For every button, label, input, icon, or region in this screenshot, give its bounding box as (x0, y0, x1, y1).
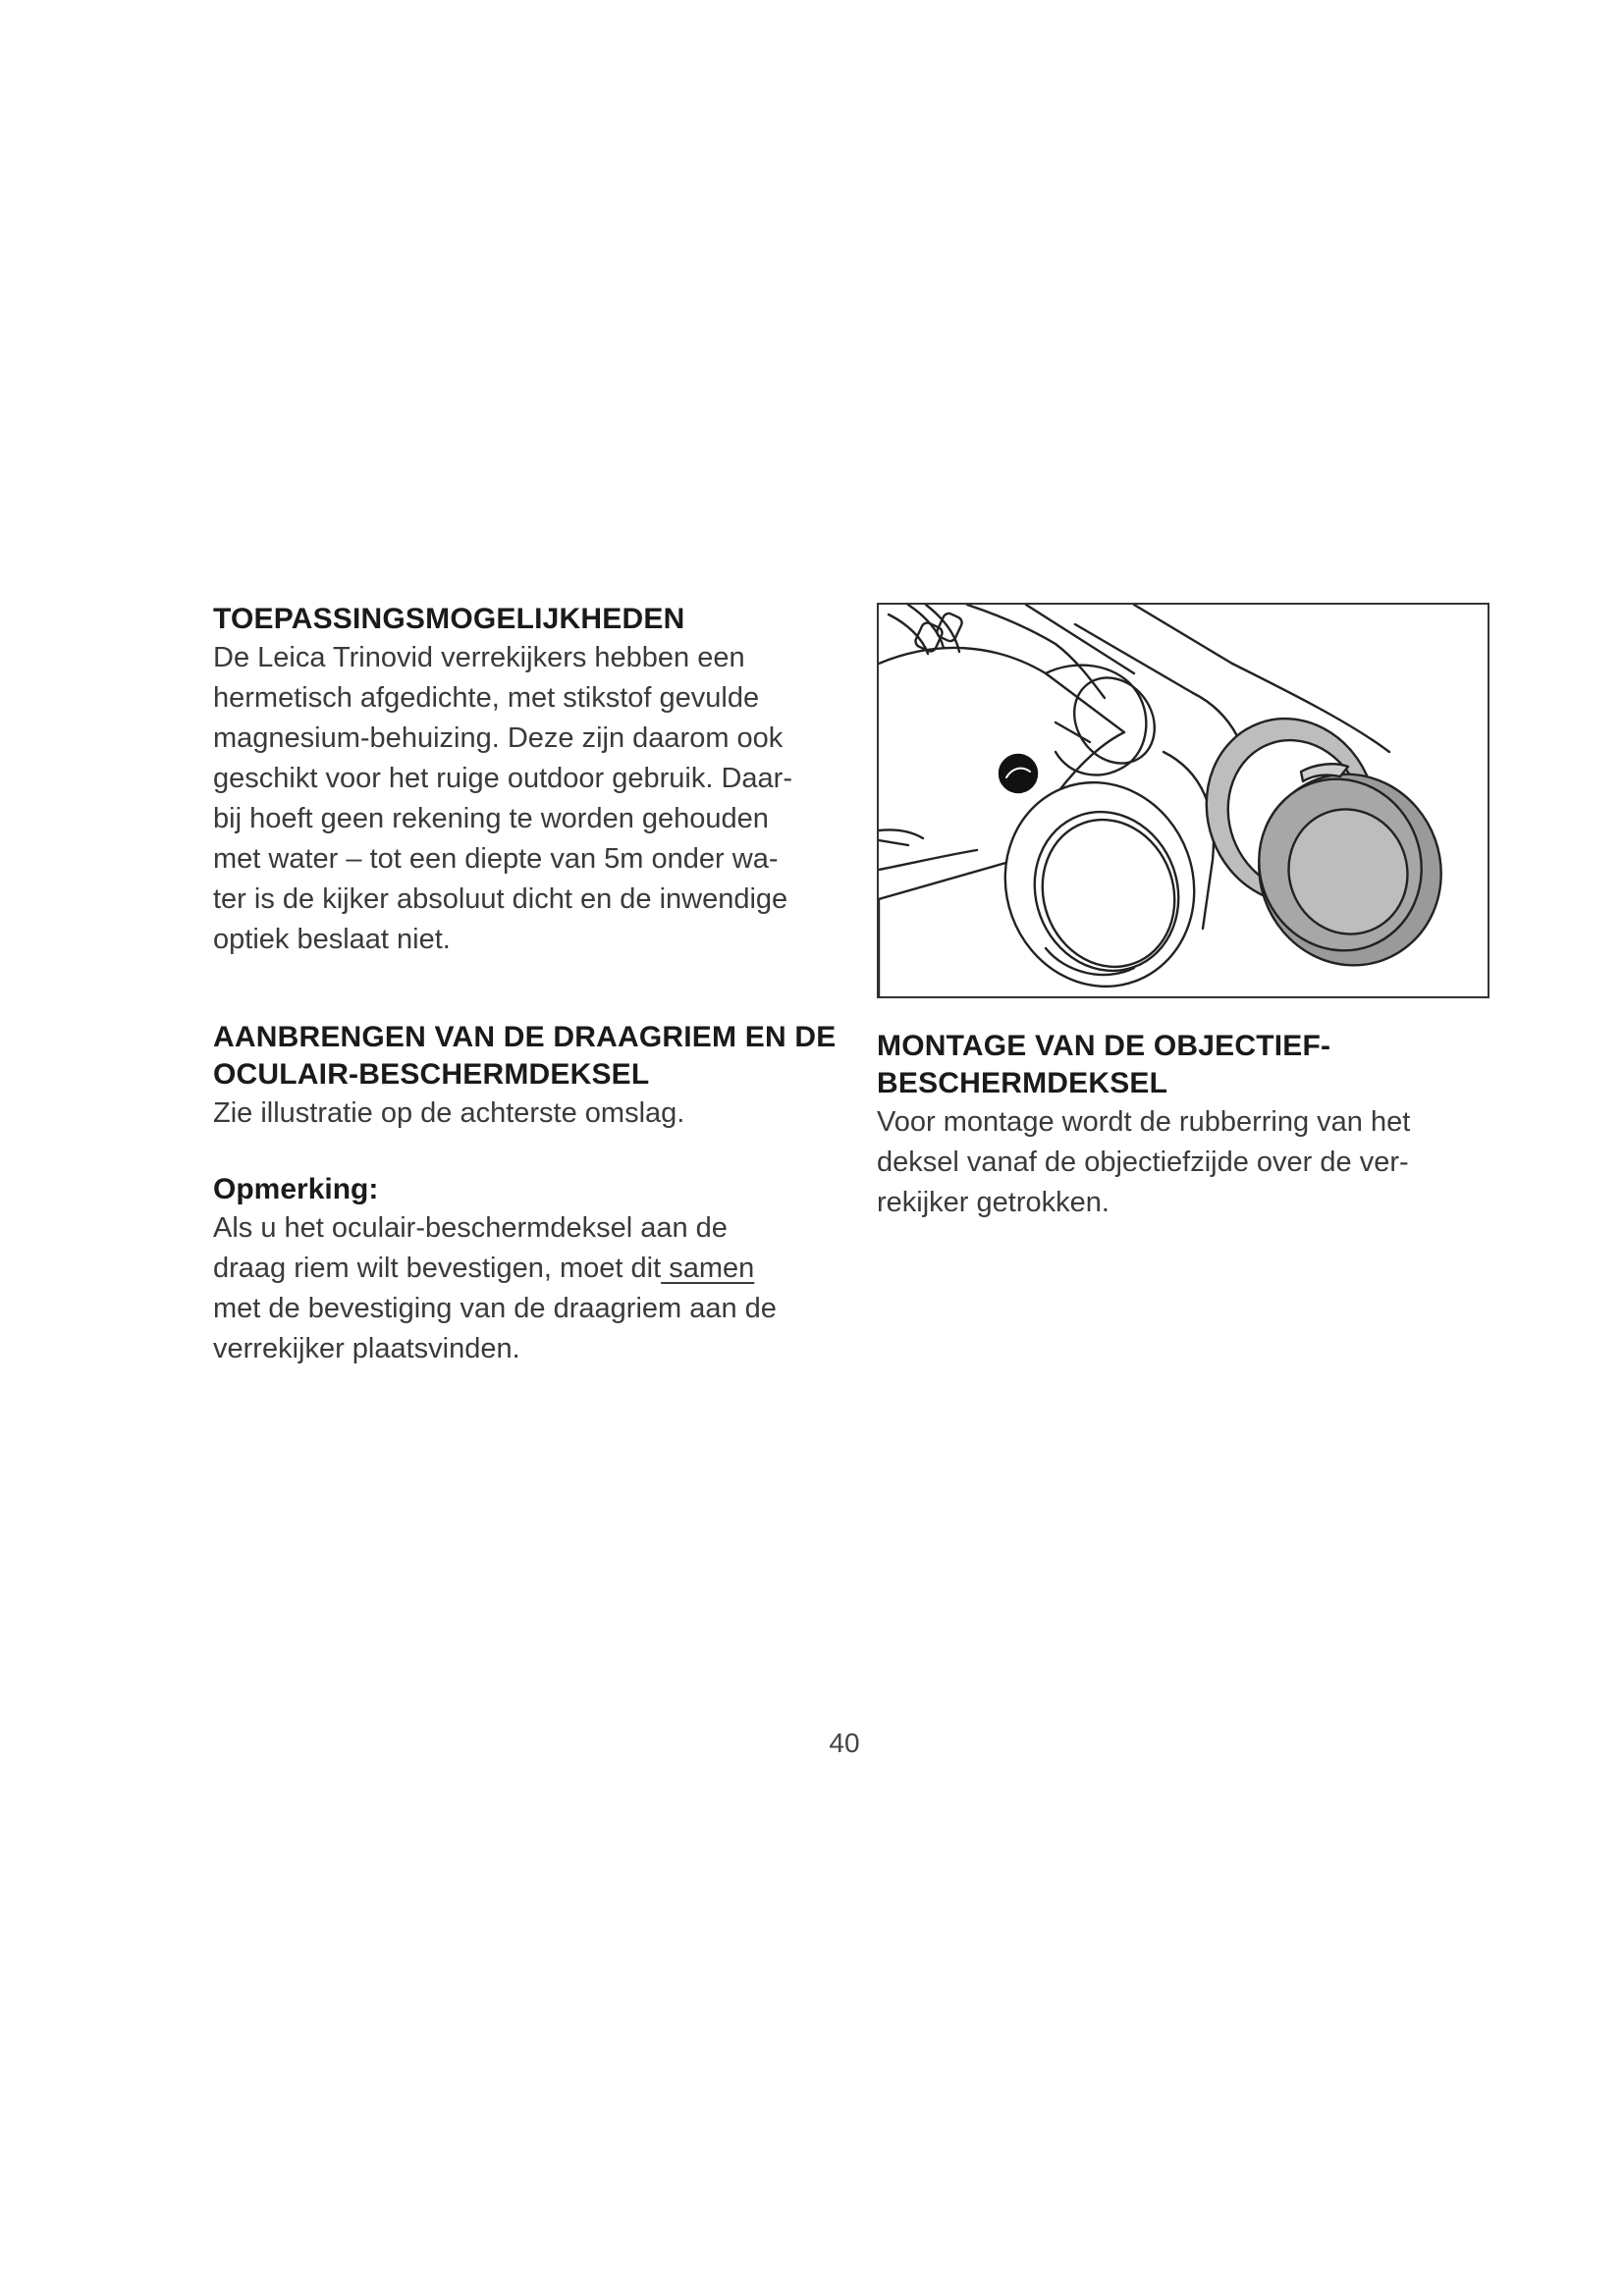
paragraph-line: geschikt voor het ruige outdoor gebruik. Daar- (213, 763, 792, 794)
paragraph-line: ter is de kijker absoluut dicht en de inwendige (213, 883, 788, 915)
left-column (213, 601, 841, 1369)
binoculars-drawing (879, 605, 1488, 996)
note-underlined-word: samen (661, 1253, 755, 1284)
section-title-applications: TOEPASSINGSMOGELIJKHEDEN (213, 603, 685, 635)
paragraph-line: magnesium-behuizing. Deze zijn daarom ook (213, 722, 784, 754)
paragraph-line: De Leica Trinovid verrekijkers hebben een (213, 642, 745, 673)
section-applications (213, 601, 841, 960)
paragraph-line: Voor montage wordt de rubberring van het (877, 1106, 1411, 1138)
page-number: 40 (829, 1728, 860, 1758)
binoculars-illustration (877, 603, 1489, 998)
note-title: Opmerking: (213, 1173, 379, 1205)
paragraph-line: Als u het oculair-beschermdeksel aan de (213, 1212, 728, 1244)
paragraph-line: optiek beslaat niet. (213, 924, 451, 955)
section-objective-cap (877, 1028, 1456, 1223)
section-note (213, 1171, 841, 1369)
paragraph-line: rekijker getrokken. (877, 1187, 1110, 1218)
section-title-objective-line2: BESCHERMDEKSEL (877, 1067, 1168, 1099)
section-strap-mounting (213, 1019, 841, 1134)
section-title-strap-line2: OCULAIR-BESCHERMDEKSEL (213, 1058, 650, 1091)
paragraph-line: Zie illustratie op de achterste omslag. (213, 1097, 685, 1129)
paragraph-line: bij hoeft geen rekening te worden gehouden (213, 803, 769, 834)
note-line2-text: draag riem wilt bevestigen, moet dit (213, 1253, 662, 1284)
section-title-objective-line1: MONTAGE VAN DE OBJECTIEF- (877, 1030, 1331, 1062)
paragraph-line (213, 1249, 841, 1289)
paragraph-line: verrekijker plaatsvinden. (213, 1333, 520, 1364)
section-title-strap-line1: AANBRENGEN VAN DE DRAAGRIEM EN DE (213, 1021, 837, 1053)
paragraph-line: hermetisch afgedichte, met stikstof gevulde (213, 682, 760, 714)
right-column (877, 1028, 1456, 1223)
paragraph-line: deksel vanaf de objectiefzijde over de ver- (877, 1147, 1409, 1178)
paragraph-line: met water – tot een diepte van 5m onder wa- (213, 843, 779, 875)
paragraph-line: met de bevestiging van de draagriem aan de (213, 1293, 777, 1324)
